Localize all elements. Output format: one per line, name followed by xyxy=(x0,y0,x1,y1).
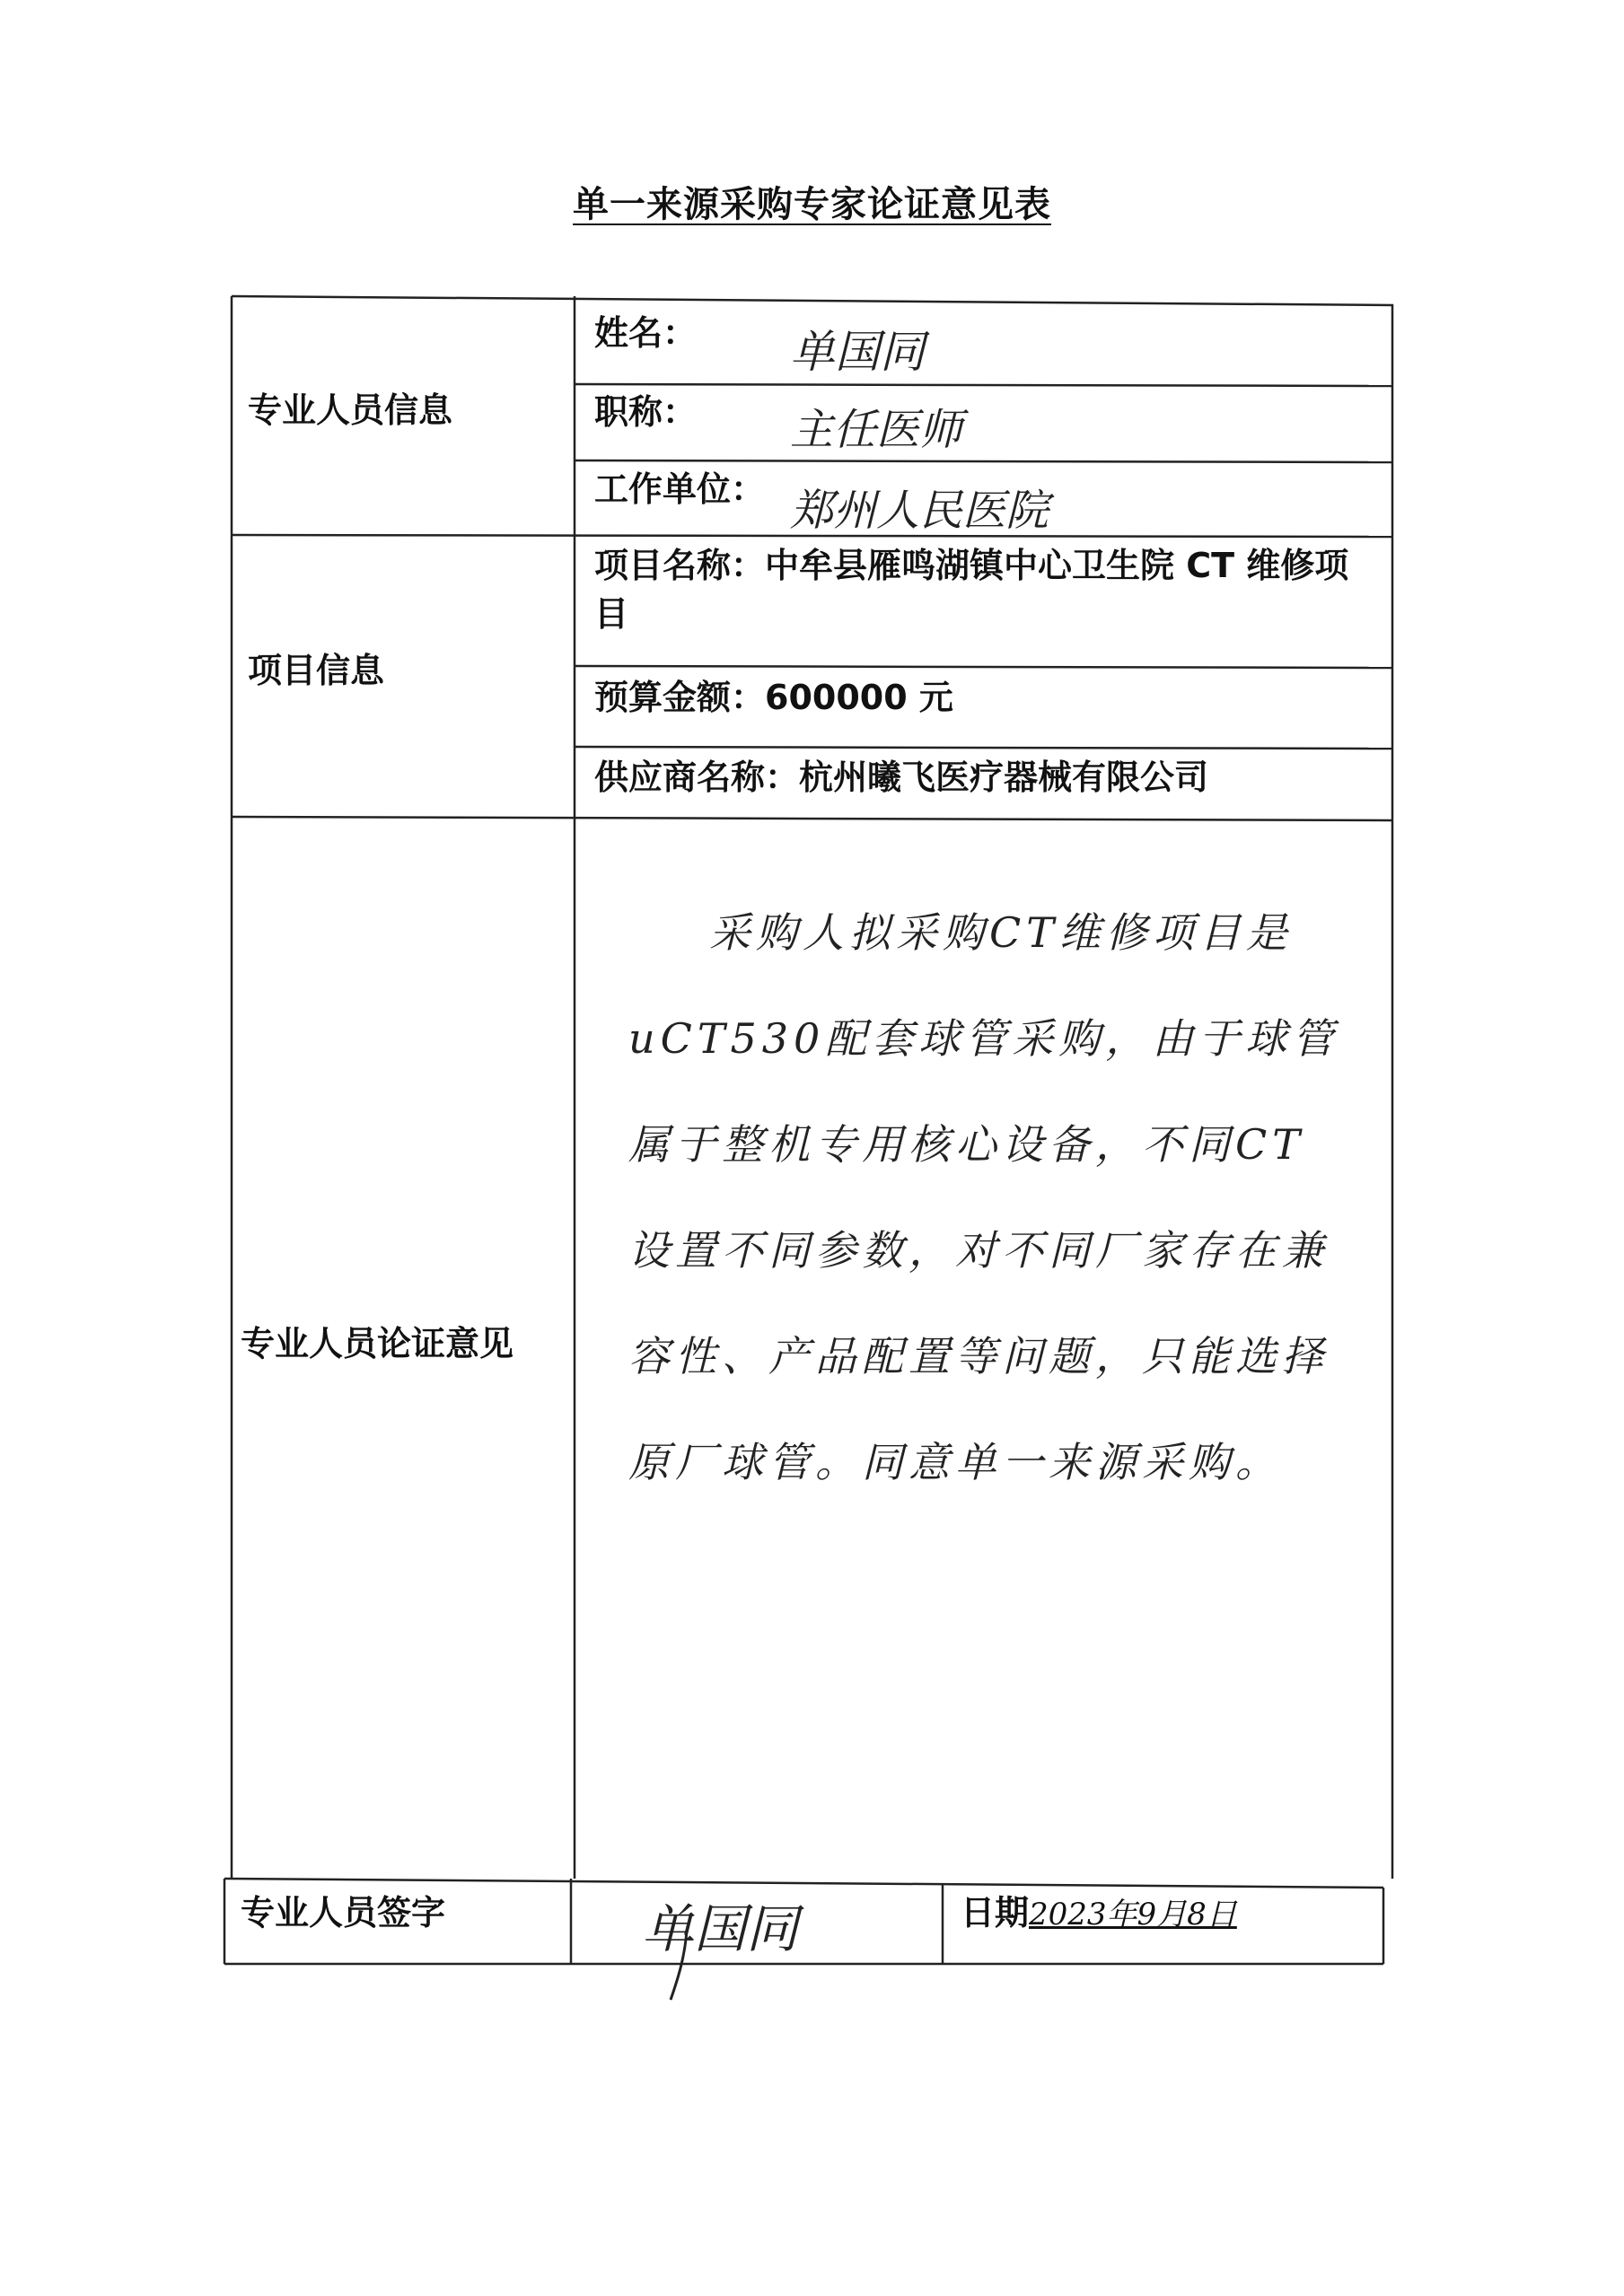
date-label: 日期 xyxy=(961,1893,1030,1932)
title-value: 主任医师 xyxy=(790,405,963,455)
opinion-label: 专业人员论证意见 xyxy=(241,1324,514,1363)
date-value: 2023年9月8日 xyxy=(1029,1897,1237,1932)
signature-label: 专业人员签字 xyxy=(241,1893,446,1932)
signature-stroke-icon xyxy=(660,1930,714,2002)
employer-label: 工作单位： xyxy=(594,469,766,509)
name-value: 单国同 xyxy=(790,326,925,378)
name-label: 姓名： xyxy=(594,313,698,353)
project-name: 项目名称：中牟县雁鸣湖镇中心卫生院 CT 维修项目 xyxy=(594,546,1349,634)
budget-amount: 预算金额：600000 元 xyxy=(594,678,953,717)
expert-opinion-text: 采购人拟采购CT维修项目是uCT530配套球管采购，由于球管属于整机专用核心设备，不同CT设置不同参数，对不同厂家存在兼容性、产品配置等问题，只能选择原厂球管。同意单一来源采购。 xyxy=(628,908,1339,1486)
date-field xyxy=(961,1885,1237,1934)
supplier-name: 供应商名称：杭州曦飞医疗器械有限公司 xyxy=(594,758,1209,797)
expert-info-label: 专业人员信息 xyxy=(248,390,453,430)
project-info-label: 项目信息 xyxy=(248,651,385,690)
expert-signature: 单国同 xyxy=(642,1898,799,1959)
document-title: 单一来源采购专家论证意见表 xyxy=(573,184,1051,225)
title-label: 职称： xyxy=(594,392,698,432)
employer-value: 郑州人民医院 xyxy=(790,486,1049,536)
